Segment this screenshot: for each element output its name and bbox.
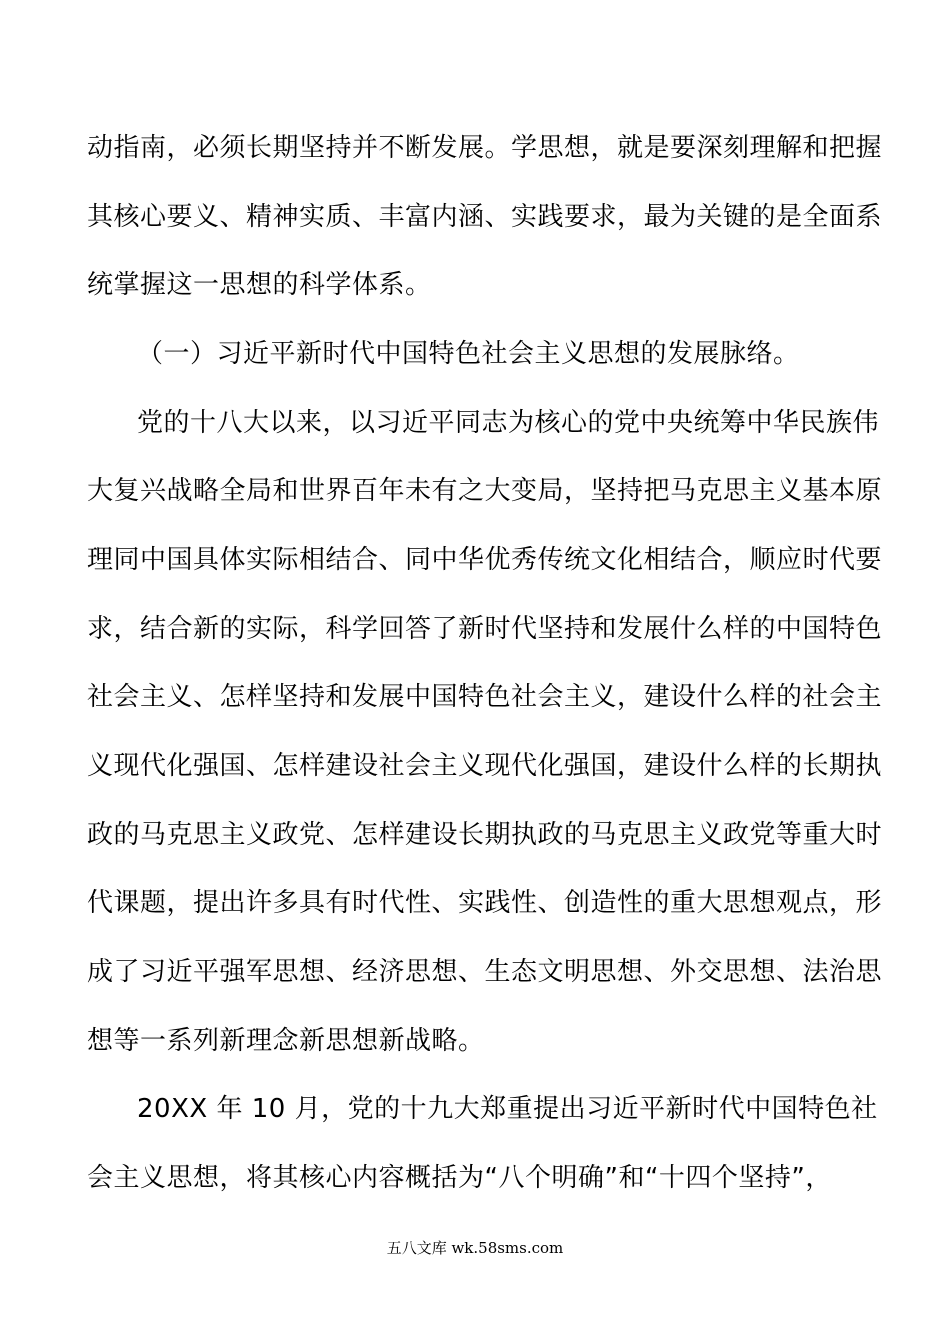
body-text-line: 成了习近平强军思想、经济思想、生态文明思想、外交思想、法治思 [87,957,883,987]
body-text-line: 党的十八大以来，以习近平同志为核心的党中央统筹中华民族伟 [137,408,880,438]
body-text-line: 其核心要义、精神实质、丰富内涵、实践要求，最为关键的是全面系 [87,202,883,232]
body-text-line: 政的马克思主义政党、怎样建设长期执政的马克思主义政党等重大时 [87,820,883,850]
body-text-line: 社会主义、怎样坚持和发展中国特色社会主义，建设什么样的社会主 [87,682,883,712]
body-text-line: 理同中国具体实际相结合、同中华优秀传统文化相结合，顺应时代要 [87,545,883,575]
body-text-line: 动指南，必须长期坚持并不断发展。学思想，就是要深刻理解和把握 [87,133,883,163]
body-text-line: 统掌握这一思想的科学体系。 [87,270,432,300]
body-text-line: 大复兴战略全局和世界百年未有之大变局，坚持把马克思主义基本原 [87,476,883,506]
body-text-line: 义现代化强国、怎样建设社会主义现代化强国，建设什么样的长期执 [87,751,883,781]
body-text-line: 想等一系列新理念新思想新战略。 [87,1026,485,1056]
section-heading: （一）习近平新时代中国特色社会主义思想的发展脉络。 [137,339,800,369]
page-footer-watermark: 五八文库 wk.58sms.com [386,1239,564,1257]
body-text-line: 求，结合新的实际，科学回答了新时代坚持和发展什么样的中国特色 [87,614,883,644]
body-text-line: 会主义思想，将其核心内容概括为“八个明确”和“十四个坚持”， [87,1163,832,1193]
body-text-line: 代课题，提出许多具有时代性、实践性、创造性的重大思想观点，形 [87,888,883,918]
body-text-line: 20XX 年 10 月，党的十九大郑重提出习近平新时代中国特色社 [137,1094,878,1124]
